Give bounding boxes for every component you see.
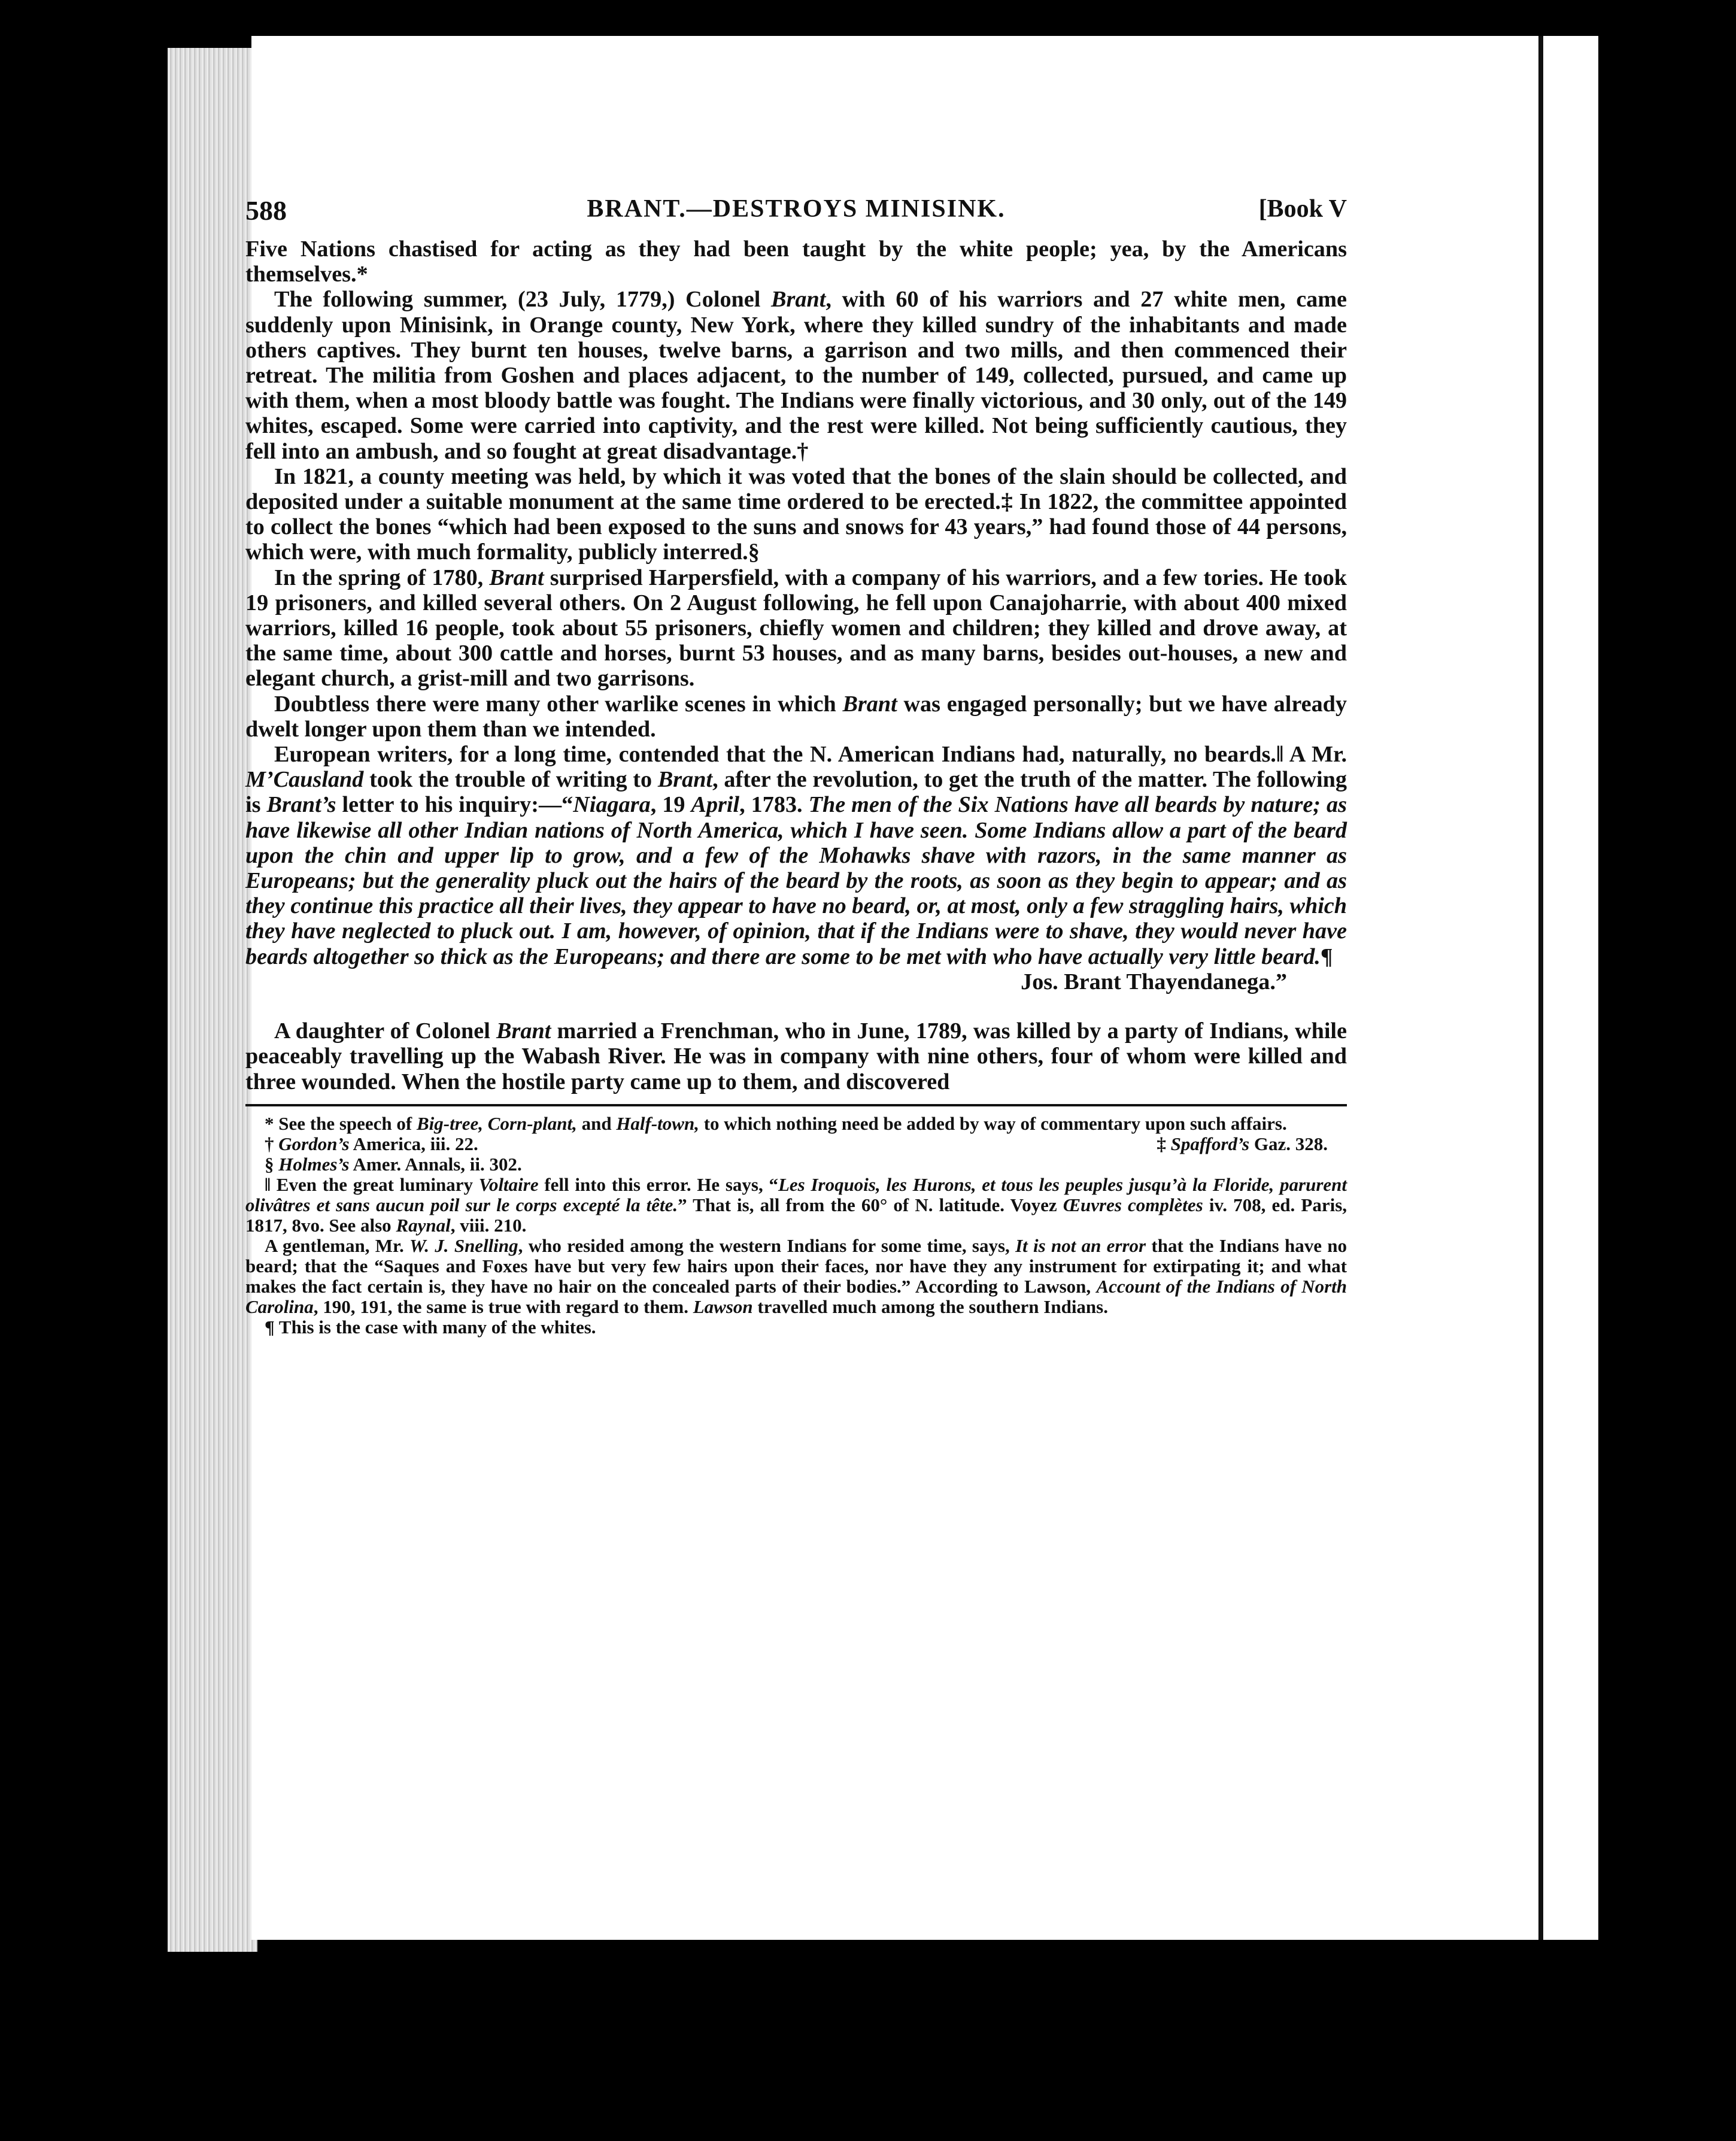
text-run: , 1783. <box>739 792 809 818</box>
text-run: Jos. Brant Thayendanega.” <box>1021 969 1287 994</box>
page-number: 588 <box>245 195 287 226</box>
footnote <box>245 1175 1347 1236</box>
text-run: iv. 708, ed. Paris, 1817, 8vo. See also <box>245 1194 1347 1236</box>
text-run: W. J. Snelling <box>409 1235 518 1256</box>
text-run: to which nothing need be added by way of commentary upon such affairs. <box>699 1112 1287 1134</box>
text-run: Amer. Annals, ii. 302. <box>349 1153 522 1175</box>
text-run: Niagara <box>573 792 651 818</box>
text-run: M’Causland <box>245 767 364 793</box>
text-run: The following summer, (23 July, 1779,) Colonel <box>274 287 772 313</box>
text-run: A daughter of Colonel <box>274 1018 497 1044</box>
text-run: ” That is, all from the 60° of N. latitude. Voyez <box>678 1194 1063 1215</box>
footnote <box>265 1134 478 1154</box>
text-run: In the spring of 1780, <box>274 565 490 590</box>
paragraph <box>245 287 1347 463</box>
text-run: Brant <box>489 565 544 590</box>
footnotes <box>245 1114 1347 1338</box>
text-run: The men of the Six Nations have all beards by nature; as have likewise all other Indian nations of North America, which I have seen. Some Indians allow a part of the beard upon the chin and upper lip to grow, and a few of the Mohawks shave with razors, in the same manner as Europeans; but the generality pluck out the hairs of the beard by the roots, as soon as they begin to appear; and as they continue this practice all their lives, they appear to have no beard, or, at most, only a few straggling hairs, which they have neglected to pluck out. I am, however, of opinion, that if the Indians were to shave, they would never have beards altogether so thick as the Europeans; and there are some to be met with who have actually very little beard. <box>245 792 1347 969</box>
text-run: Brant <box>842 691 897 717</box>
text-run: married a Frenchman, who in June, 1789, was killed by a party of Indians, while peaceably travelling up the Wabash River. He was in company with nine others, four of whom were killed and three wounded. When the hostile party came up to them, and discovered <box>245 1018 1347 1094</box>
text-run: Account of the Indians of North Carolina <box>245 1275 1347 1317</box>
footnote-rule <box>245 1104 1347 1106</box>
text-run: Brant <box>496 1018 551 1044</box>
text-run: Spafford’s <box>1170 1133 1250 1154</box>
text-run: , who resided among the western Indians for some time, says, <box>518 1235 1016 1256</box>
text-run: It is not an error <box>1015 1235 1146 1256</box>
text-run: Brant <box>657 767 713 793</box>
footnote <box>245 1236 1347 1317</box>
text-run: Voltaire <box>478 1173 539 1195</box>
text-run: Brant’s <box>266 792 336 818</box>
text-run: ‖ Even the great luminary <box>265 1173 479 1195</box>
facing-page-edge <box>1538 36 1598 1940</box>
text-run: A gentleman, Mr. <box>265 1235 409 1256</box>
text-run: Big-tree, Corn-plant, <box>416 1112 577 1134</box>
text-run: Lawson <box>693 1296 753 1317</box>
text-run: , viii. 210. <box>450 1214 527 1236</box>
footnote <box>245 1114 1347 1134</box>
running-head <box>245 195 1347 236</box>
text-run: Doubtless there were many other warlike scenes in which <box>274 691 843 717</box>
text-run: ¶ <box>1320 944 1333 969</box>
text-run: Gordon’s <box>278 1133 350 1154</box>
text-run: Œuvres complètes <box>1063 1194 1203 1215</box>
footnote-row <box>245 1134 1347 1154</box>
text-run: travelled much among the southern Indians. <box>752 1296 1108 1317</box>
text-run: ¶ This is the case with many of the whites. <box>265 1316 596 1338</box>
text-run: was engaged personally; but we have already dwelt longer upon them than we intended. <box>245 691 1347 742</box>
text-run: § <box>265 1153 279 1175</box>
text-run: Les Iroquois, les Hurons, et tous les peuples jusqu’à la Floride, parurent olivâtres et sans aucun poil sur le corps excepté la tête. <box>245 1173 1347 1215</box>
paragraph <box>245 692 1347 742</box>
text-run: America, iii. 22. <box>349 1133 478 1154</box>
paragraph <box>245 969 1347 994</box>
text-run: , with 60 of his warriors and 27 white men, came suddenly upon Minisink, in Orange county, New York, where they killed sundry of the inhabitants and made others captives. They burnt ten houses, twelve barns, a garrison and two mills, and then commenced their retreat. The militia from Goshen and places adjacent, to the number of 149, collected, pursued, and came up with them, when a most bloody battle was fought. The Indians were finally victorious, and 30 only, out of the 149 whites, escaped. Some were carried into captivity, and the rest were killed. Not being sufficiently cautious, they fell into an ambush, and so fought at great disadvantage.† <box>245 287 1347 464</box>
text-run: took the trouble of writing to <box>363 767 658 793</box>
text-run: Five Nations chastised for acting as they had been taught by the white people; yea, by the Americans themselves.* <box>245 236 1347 287</box>
text-run: letter to his inquiry:—“ <box>336 792 573 818</box>
text-run: ‡ <box>1157 1133 1171 1154</box>
paragraph <box>245 565 1347 692</box>
paragraph <box>245 236 1347 287</box>
body-text <box>245 236 1347 1094</box>
text-run: , after the revolution, to get the truth of the matter. The following is <box>245 767 1347 818</box>
text-run: Gaz. 328. <box>1249 1133 1328 1154</box>
text-run: and <box>576 1112 617 1134</box>
footnote <box>245 1154 1347 1175</box>
text-run: Holmes’s <box>278 1153 350 1175</box>
footnote <box>1157 1134 1328 1154</box>
text-run: , 19 <box>650 792 691 818</box>
text-run: † <box>265 1133 279 1154</box>
text-run: European writers, for a long time, contended that the N. American Indians had, naturally, no beards.‖ A Mr. <box>274 742 1347 768</box>
book-label: [Book V <box>1258 195 1347 223</box>
text-run: Half-town, <box>616 1112 699 1134</box>
text-run: fell into this error. He says, “ <box>538 1173 778 1195</box>
page-content <box>245 195 1347 1338</box>
paragraph <box>245 1018 1347 1094</box>
text-run: Brant <box>771 287 826 313</box>
running-title: BRANT.—DESTROYS MINISINK. <box>587 195 1006 223</box>
text-run: surprised Harpersfield, with a company of his warriors, and a few tories. He took 19 prisoners, and killed several others. On 2 August following, he fell upon Canajoharrie, with about 400 mixed warriors, killed 16 people, took about 55 prisoners, chiefly women and children; they killed and drove away, at the same time, about 300 cattle and horses, burnt 53 houses, and as many barns, besides out-houses, a new and elegant church, a grist-mill and two garrisons. <box>245 565 1347 692</box>
footnote <box>245 1317 1347 1338</box>
text-run: , 190, 191, the same is true with regard to them. <box>313 1296 693 1317</box>
text-run: In 1821, a county meeting was held, by which it was voted that the bones of the slain should be collected, and deposited under a suitable monument at the same time ordered to be erected.‡ In 1822, the committee appointed to collect the bones “which had been exposed to the suns and snows for 43 years,” had found those of 44 persons, which were, with much formality, publicly interred.§ <box>245 463 1347 565</box>
text-run: * See the speech of <box>265 1112 417 1134</box>
paragraph <box>245 742 1347 969</box>
text-run: April <box>691 792 740 818</box>
text-run: that the Indians have no beard; that the “Saques and Foxes have but very few hairs upon their faces, nor have they any instrument for extirpating it; and what makes the fact certain is, they have no hair on the concealed parts of their bodies.” According to Lawson, <box>245 1235 1347 1297</box>
page-edges <box>168 48 257 1952</box>
paragraph <box>245 464 1347 565</box>
text-run: Raynal <box>396 1214 451 1236</box>
